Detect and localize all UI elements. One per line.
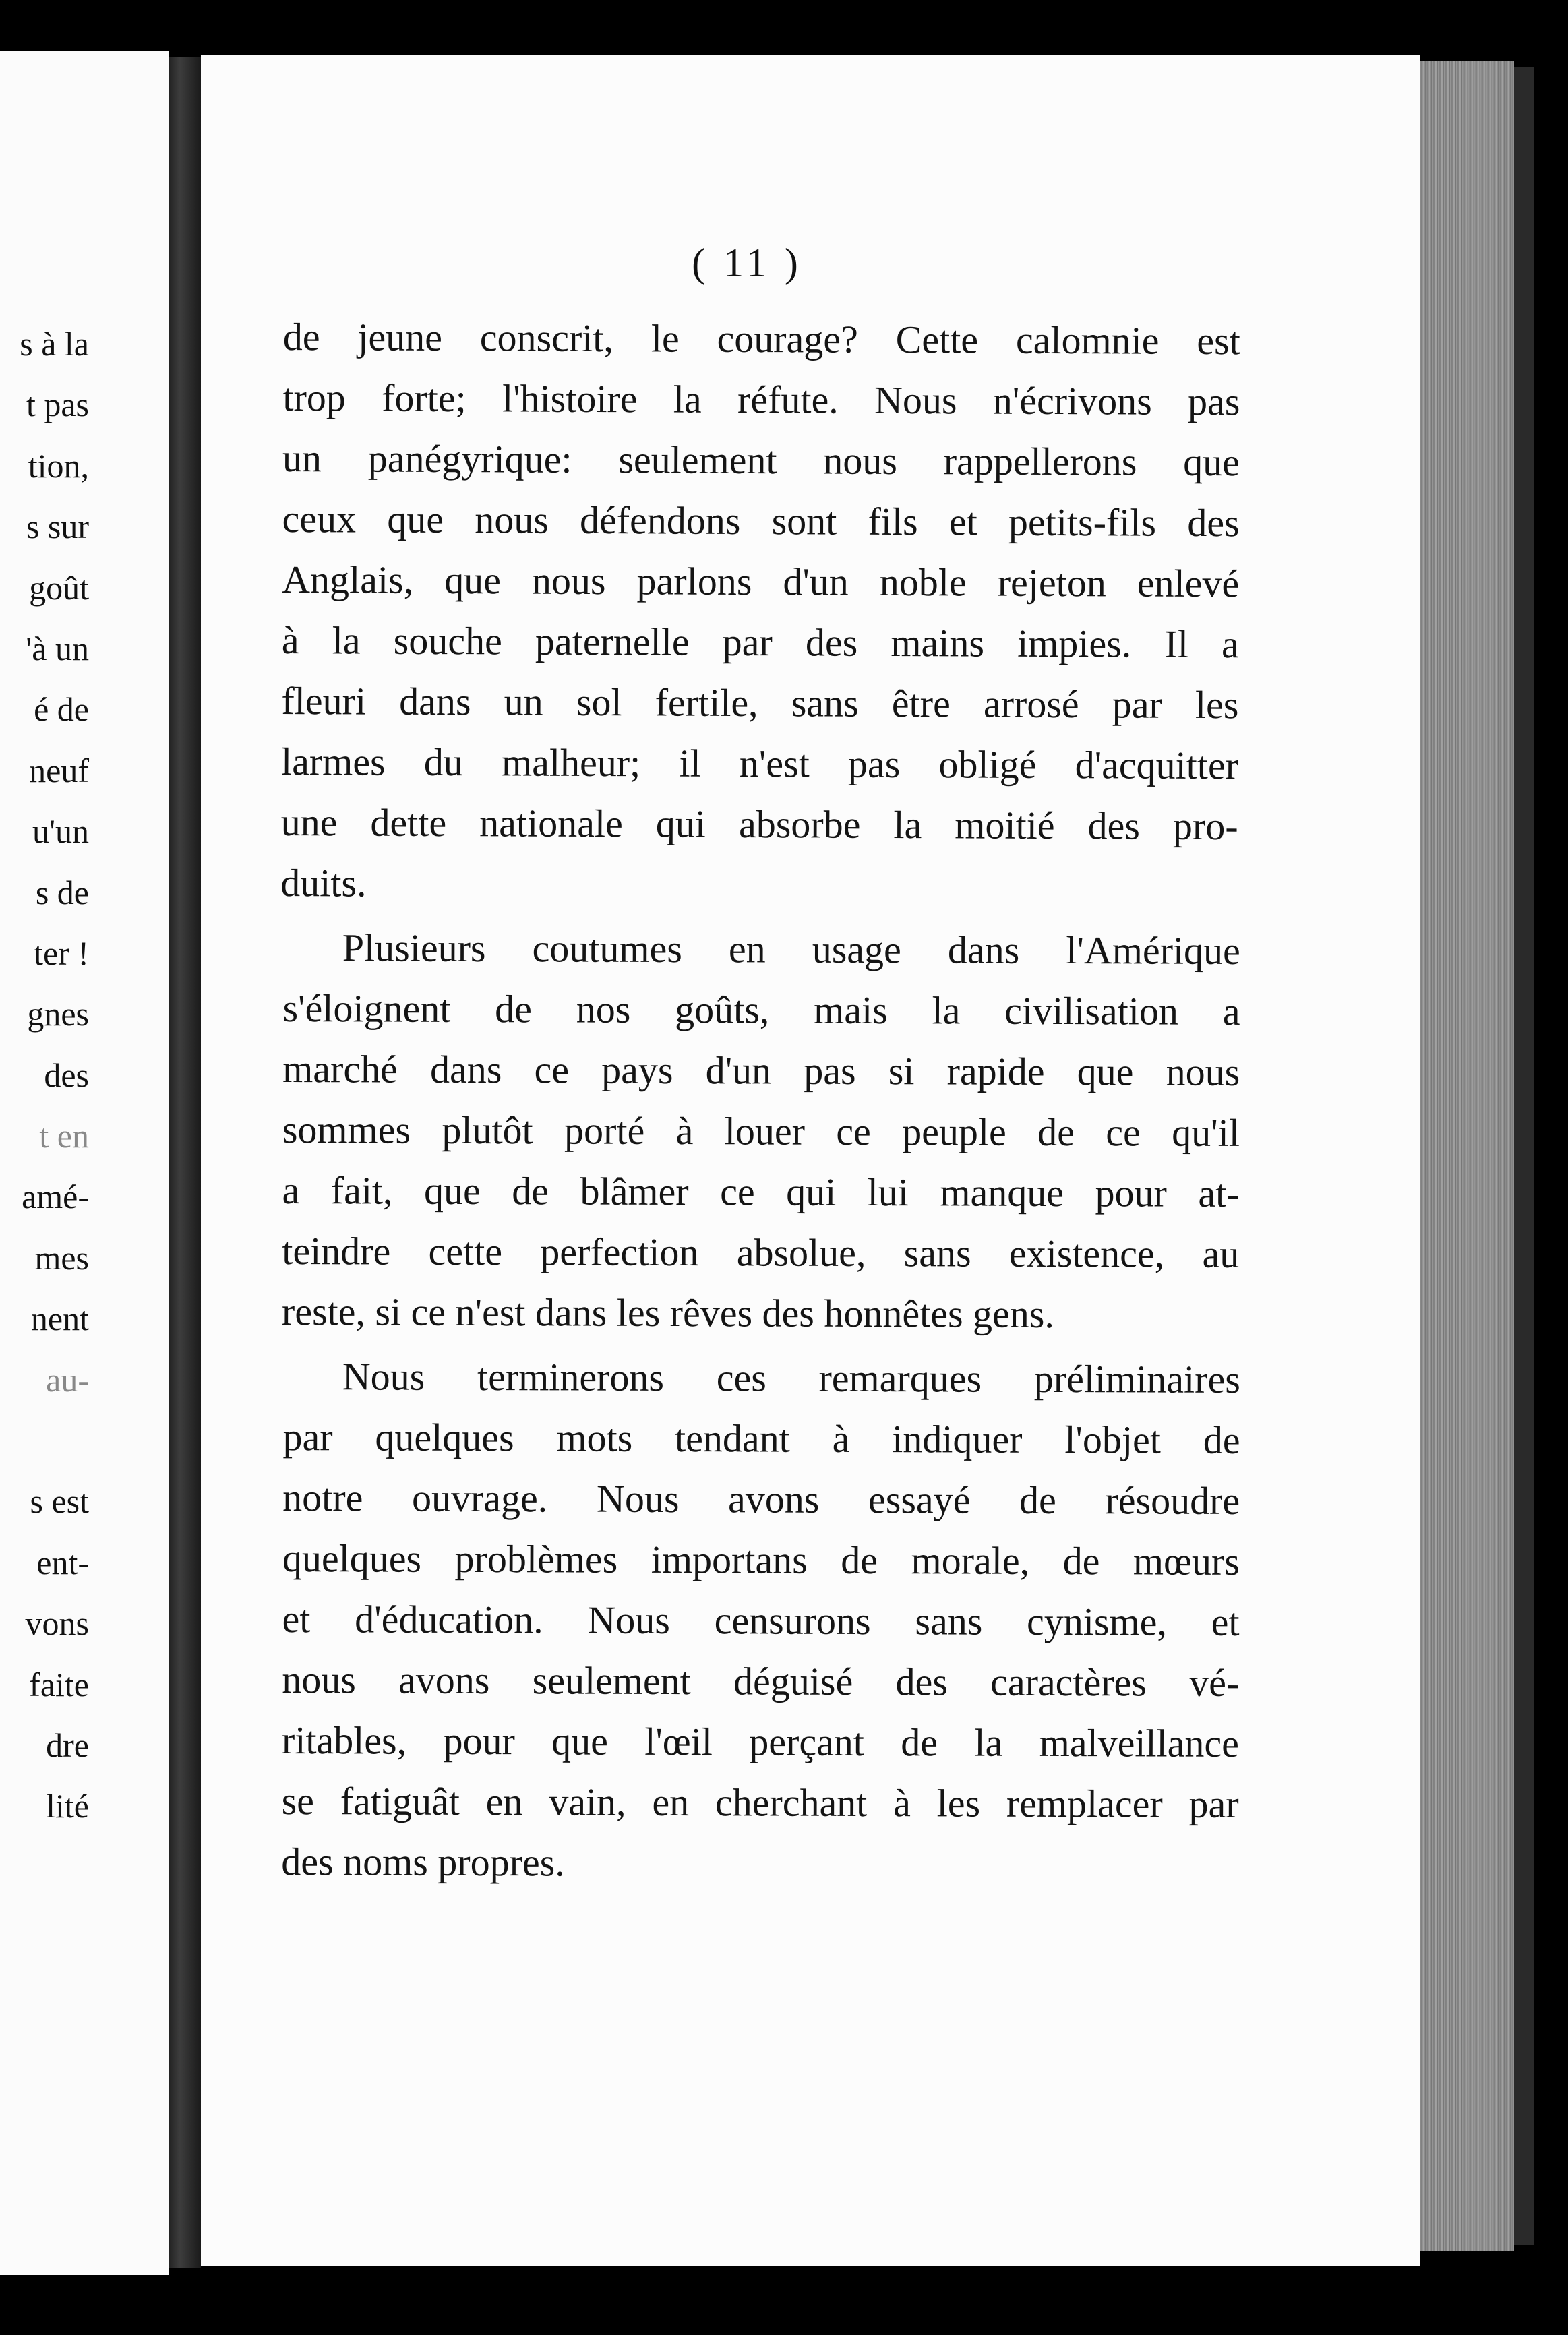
page-edge-shadow [1514,67,1534,2245]
fragment-line: mes [34,1238,89,1277]
fragment-line: des [44,1056,89,1094]
facing-page-left [0,51,169,2275]
fragment-line [20,1410,89,1471]
text-line: à la souche paternelle par des mains impies. Il a [281,617,1239,667]
text-line: fleuri dans un sol fertile, sans être arrosé par les [281,678,1239,727]
fragment-line: gnes [27,995,89,1033]
paragraph [282,917,1240,1345]
text-line: teindre cette perfection absolue, sans existence, au [282,1228,1240,1276]
text-line: par quelques mots tendant à indiquer l'objet de [282,1414,1240,1462]
text-line: des noms propres. [281,1839,565,1885]
text-line: marché dans ce pays d'un pas si rapide que nous [282,1046,1240,1094]
fragment-line: vons [25,1604,89,1643]
fragment-line: lité [46,1787,89,1825]
text-line: et d'éducation. Nous censurons sans cynisme, et [282,1596,1240,1644]
text-line: ceux que nous défendons sont fils et petits-fils des [282,496,1240,545]
fragment-line: neuf [29,751,89,789]
fragment-line: goût [29,568,89,607]
fragment-line: ter ! [34,934,89,972]
fragment-line: s à la [20,325,89,363]
paragraph [280,307,1240,917]
fragment-line: é de [34,690,89,729]
book-gutter [169,57,201,2268]
fragment-line: t en [39,1117,89,1155]
page-number: ( 11 ) [692,241,802,285]
text-line: duits. [280,860,367,905]
text-line: notre ouvrage. Nous avons essayé de résoudre [282,1475,1240,1523]
fragment-line: nent [30,1300,89,1338]
fragment-line: amé- [22,1178,89,1216]
fragment-line: dre [46,1726,89,1764]
fragment-line: s est [30,1482,89,1521]
text-line: se fatiguât en vain, en cherchant à les remplacer par [281,1778,1239,1826]
page-edges [1420,61,1514,2251]
fragment-line: 'à un [26,629,89,667]
text-line: a fait, que de blâmer ce qui lui manque pour at- [282,1168,1240,1215]
fragment-line: tion, [28,446,89,485]
text-line: Nous terminerons ces remarques préliminaires [342,1354,1240,1401]
fragment-line: t pas [26,386,89,424]
text-line: de jeune conscrit, le courage? Cette calomnie est [282,314,1240,363]
text-line: s'éloignent de nos goûts, mais la civilisation a [282,985,1240,1033]
text-line: trop forte; l'histoire la réfute. Nous n'écrivons pas [282,375,1240,424]
text-line: une dette nationale qui absorbe la moitié des pro- [280,799,1238,849]
text-line: reste, si ce n'est dans les rêves des honnêtes gens. [281,1289,1055,1336]
fragment-line: s sur [26,508,89,546]
text-line: quelques problèmes importans de morale, de mœurs [282,1536,1240,1583]
text-line: Plusieurs coutumes en usage dans l'Amérique [342,926,1240,973]
text-line: un panégyrique: seulement nous rappellerons que [282,435,1240,485]
fragment-line: s de [35,873,89,911]
text-line: ritables, pour que l'œil perçant de la malveillance [281,1718,1240,1765]
fragment-line: u'un [32,812,89,851]
fragment-line: au- [46,1360,89,1399]
fragment-line: faite [29,1665,89,1703]
text-line: nous avons seulement déguisé des caractères vé- [282,1657,1240,1705]
paragraph [281,1346,1240,1896]
text-line: Anglais, que nous parlons d'un noble rejeton enlevé [282,557,1240,606]
text-line: sommes plutôt porté à louer ce peuple de ce qu'il [282,1107,1240,1155]
body-text [280,307,1240,1895]
facing-page-text-fragments [20,313,89,1837]
fragment-line: ent- [36,1543,89,1581]
text-line: larmes du malheur; il n'est pas obligé d'acquitter [280,739,1239,788]
